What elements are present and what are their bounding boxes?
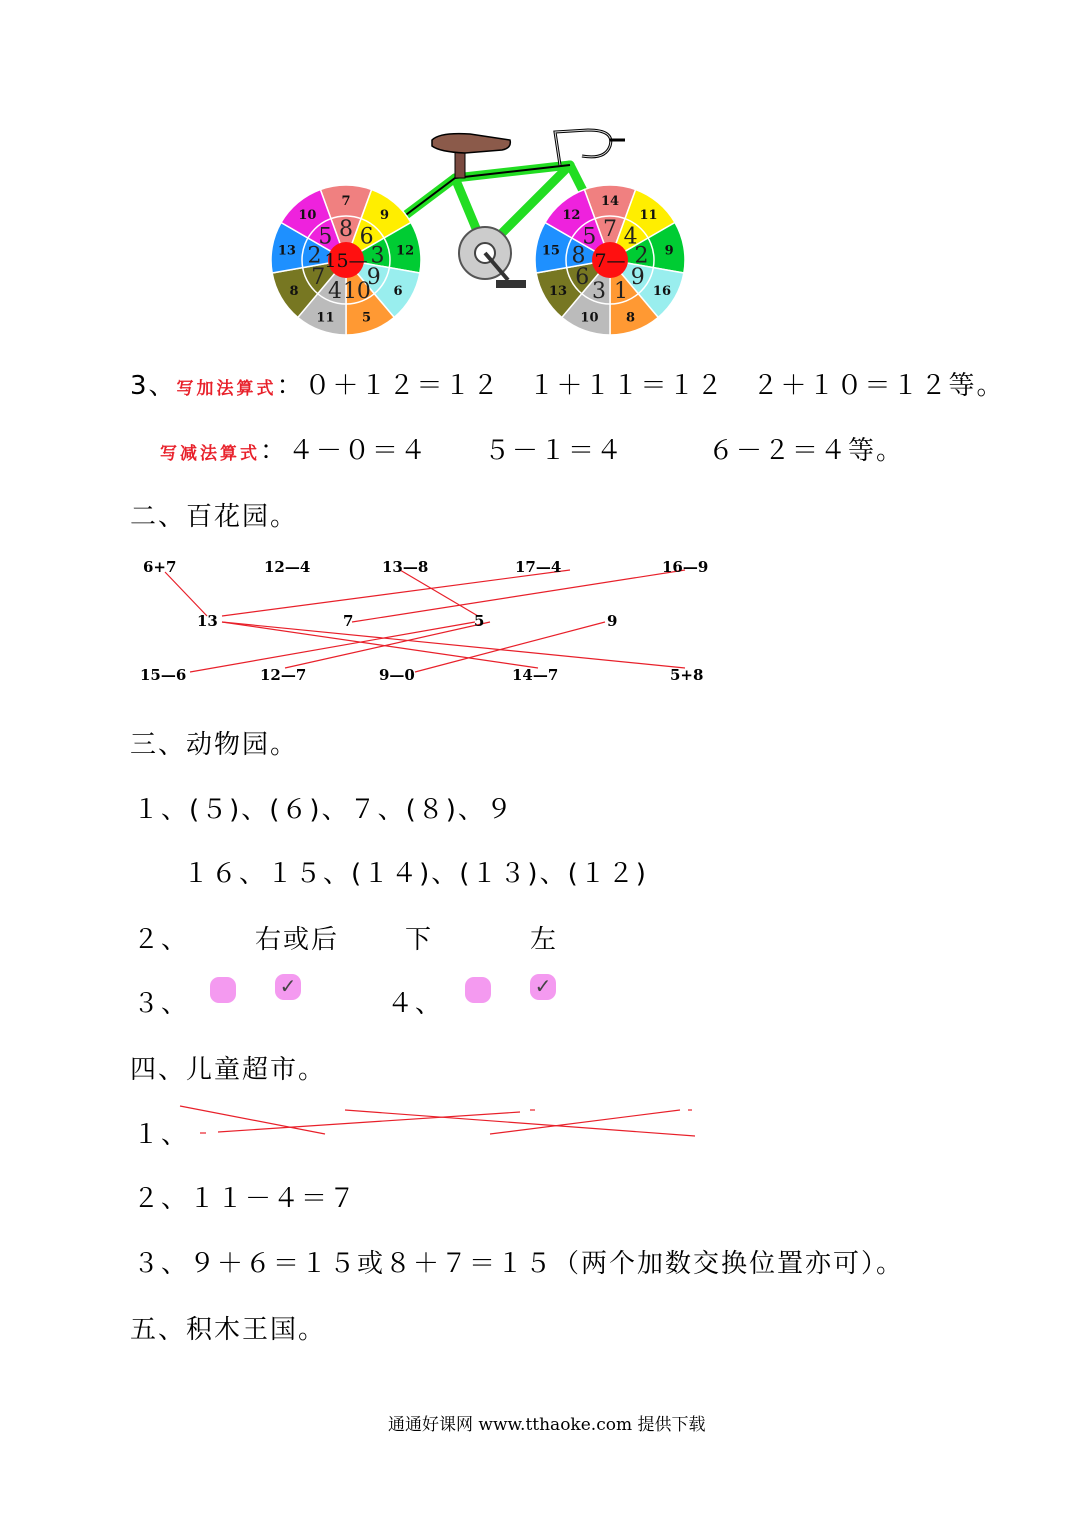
wheel-inner-number: 8 [571, 243, 586, 269]
rear-wheel [535, 185, 685, 335]
saddle [432, 134, 510, 153]
wheel-inner-number: 5 [582, 224, 597, 250]
add-label: 写加法算式 [176, 379, 277, 399]
wheel-inner-number: 5 [318, 224, 333, 250]
wheel-outer-number: 7 [341, 194, 351, 209]
expr-bottom-5: 5+8 [670, 666, 704, 684]
section-5-title: 五、积木王国。 [130, 1315, 327, 1345]
shopping-match-lines [170, 1100, 710, 1145]
wheel-outer-number: 12 [562, 208, 581, 224]
wheel-inner-number: 8 [339, 217, 353, 242]
section-2-title: 二、百花园。 [130, 502, 299, 532]
number-mid-2: 7 [343, 612, 354, 630]
q3-answer: ３、９＋６＝１５或８＋７＝１５（两个加数交换位置亦可）。 [133, 1249, 905, 1279]
wheel-inner-number: 6 [575, 265, 590, 290]
expr-bottom-2: 12—7 [260, 666, 307, 684]
direction-answer-2: 下 [405, 925, 434, 955]
number-mid-1: 13 [197, 612, 218, 630]
wheel-inner-number: 2 [307, 243, 322, 269]
expr-top-1: 6+7 [143, 558, 177, 576]
choice-circle-checked: ✓ [275, 974, 301, 1000]
wheel-outer-number: 8 [289, 284, 299, 299]
wheel-inner-number: 1 [613, 279, 628, 305]
expr-top-2: 12—4 [264, 558, 311, 576]
wheel-outer-number: 15 [541, 243, 560, 259]
wheel-outer-number: 9 [664, 243, 674, 259]
wheel-outer-number: 8 [625, 310, 636, 326]
choice-circle-empty [210, 977, 236, 1003]
wheel-inner-number: 3 [370, 243, 385, 269]
q1-number: １、 [133, 1120, 190, 1150]
matching-diagram [0, 550, 1087, 690]
wheel-outer-number: 10 [298, 208, 317, 224]
wheel-inner-number: 7 [603, 217, 617, 242]
wheel-inner-number: 3 [592, 279, 607, 305]
section-4-title: 四、儿童超市。 [130, 1055, 327, 1085]
q4-number: ４、 [387, 989, 444, 1019]
expr-top-3: 13—8 [382, 558, 429, 576]
wheel-inner-number: 2 [634, 243, 649, 269]
add-answers: ：０＋１２＝１２ １＋１１＝１２ ２＋１０＝１２等。 [276, 371, 1005, 401]
wheel-outer-number: 16 [652, 284, 672, 299]
wheel-outer-number: 11 [316, 310, 335, 326]
choice-circle-empty [465, 977, 491, 1003]
q2-answer: ２、１１－４＝７ [133, 1184, 358, 1214]
front-wheel [271, 185, 421, 335]
sub-expression-line [160, 430, 904, 467]
wheel-outer-number: 6 [393, 284, 403, 299]
bicycle-illustration [270, 120, 710, 345]
wheel-outer-number: 11 [639, 208, 658, 224]
direction-answer-3: 左 [530, 925, 559, 955]
expr-top-5: 16—9 [662, 558, 709, 576]
pedal [496, 280, 526, 288]
wheel-outer-number: 13 [277, 243, 296, 259]
expr-bottom-1: 15—6 [140, 666, 187, 684]
wheel-inner-number: 9 [630, 265, 645, 290]
sequence-answer-1: １、(５)、(６)、７、(８)、９ [133, 795, 514, 825]
sub-label: 写减法算式 [160, 444, 260, 464]
number-mid-4: 9 [607, 612, 618, 630]
wheel-inner-number: 10 [342, 279, 371, 305]
sequence-answer-2: １６、１５、(１４)、(１３)、(１２) [183, 859, 648, 889]
expr-bottom-4: 14—7 [512, 666, 559, 684]
seat-post [455, 150, 465, 178]
question-number: 3、 [130, 371, 177, 401]
wheel-inner-number: 7 [311, 265, 326, 290]
wheel-inner-number: 6 [359, 224, 374, 250]
q2-number: ２、 [133, 925, 190, 955]
q3-number: ３、 [133, 989, 190, 1019]
direction-answer-1: 右或后 [255, 925, 340, 955]
wheel-outer-number: 9 [380, 208, 390, 224]
wheel-center-number: 15— [324, 250, 368, 272]
handlebar [555, 130, 611, 165]
wheel-outer-number: 12 [396, 243, 415, 259]
wheel-outer-number: 14 [600, 194, 620, 209]
footer-watermark: 通通好课网 www.tthaoke.com 提供下载 [388, 1415, 706, 1435]
sub-answers: ：４－０＝４ ５－１＝４ ６－２＝４等。 [260, 436, 905, 466]
wheel-inner-number: 4 [328, 279, 343, 305]
wheel-outer-number: 5 [361, 310, 372, 326]
wheel-center-number: 7— [594, 250, 626, 272]
section-3-title: 三、动物园。 [130, 730, 299, 760]
wheel-outer-number: 10 [580, 310, 599, 326]
add-expression-line [130, 365, 1005, 402]
choice-circle-checked: ✓ [530, 974, 556, 1000]
wheel-outer-number: 13 [548, 284, 568, 299]
expr-top-4: 17—4 [515, 558, 562, 576]
wheel-inner-number: 4 [623, 224, 638, 250]
expr-bottom-3: 9—0 [379, 666, 415, 684]
number-mid-3: 5 [474, 612, 485, 630]
wheel-inner-number: 9 [366, 265, 381, 290]
